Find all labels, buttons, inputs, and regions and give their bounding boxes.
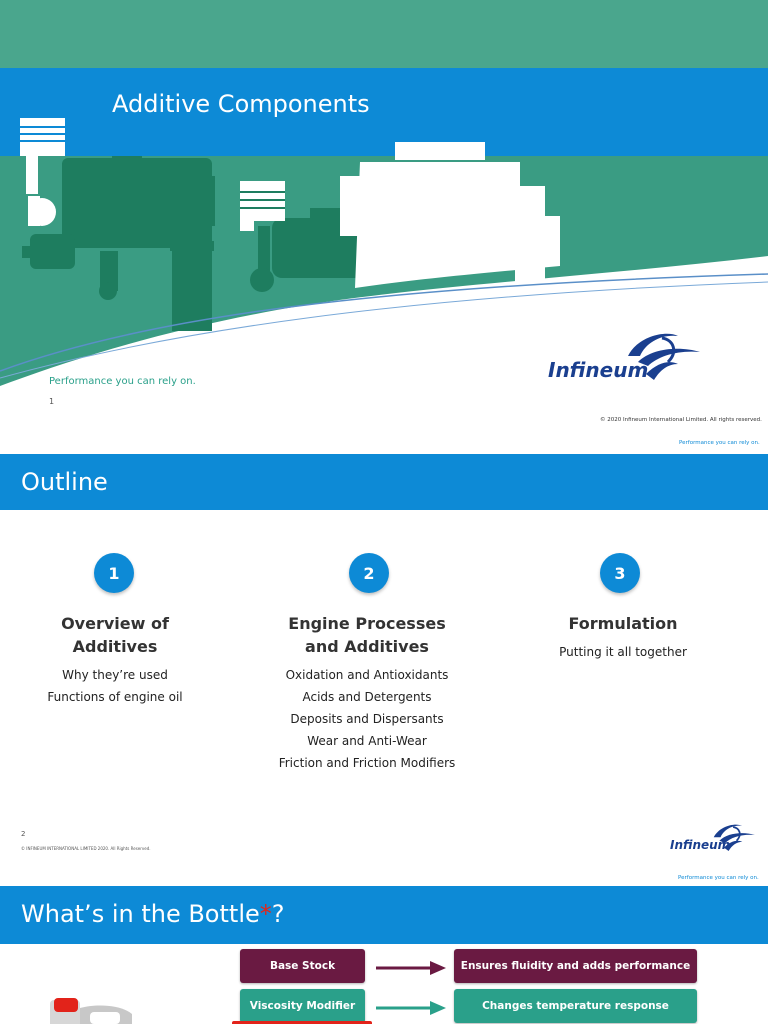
title-question: ?: [271, 900, 285, 928]
footer-tagline: Performance you can rely on.: [678, 875, 759, 881]
base-stock-description: Ensures fluidity and adds performance: [454, 949, 697, 983]
section-heading: Additives: [72, 637, 158, 656]
bottle-slide: [0, 886, 768, 1024]
tagline: Performance you can rely on.: [49, 376, 196, 387]
outline-slide: [0, 452, 768, 886]
section-number-1: 1: [94, 553, 134, 593]
title-band: [0, 454, 768, 510]
arrow-right-icon: [376, 1001, 446, 1015]
copyright: © 2020 Infineum International Limited. All rights reserved.: [600, 417, 762, 423]
logo-text: Infineum: [670, 838, 731, 852]
section-heading: Engine Processes: [288, 614, 446, 633]
oil-bottle-icon: [40, 994, 140, 1024]
slide-title: Additive Components: [112, 90, 370, 118]
slide-title: [21, 900, 285, 928]
section-heading: Formulation: [568, 614, 678, 633]
section-item: Deposits and Dispersants: [290, 712, 444, 726]
viscosity-modifier-description: Changes temperature response: [454, 989, 697, 1023]
section-column-1: [15, 612, 215, 708]
title-band: [0, 886, 768, 944]
copyright: © INFINEUM INTERNATIONAL LIMITED 2020. All Rights Reserved.: [21, 846, 151, 851]
section-item: Friction and Friction Modifiers: [278, 756, 456, 770]
title-text: What’s in the Bottle: [21, 900, 260, 928]
slide-title: Outline: [21, 468, 108, 496]
arrow-right-icon: [376, 961, 446, 975]
section-heading: and Additives: [305, 637, 429, 656]
section-item: Acids and Detergents: [302, 690, 432, 704]
infineum-logo: [548, 328, 708, 388]
section-number-3: 3: [600, 553, 640, 593]
section-item: Why they’re used: [62, 668, 168, 682]
viscosity-modifier-box: Viscosity Modifier: [240, 989, 365, 1023]
engine-top: [395, 142, 485, 156]
page-number: 2: [21, 830, 26, 838]
section-item: Wear and Anti-Wear: [307, 734, 427, 748]
title-asterisk: *: [259, 900, 272, 928]
section-item: Functions of engine oil: [47, 690, 183, 704]
section-number-2: 2: [349, 553, 389, 593]
section-item: Putting it all together: [559, 645, 687, 659]
page-number: 1: [49, 397, 55, 406]
section-item: Oxidation and Antioxidants: [285, 668, 449, 682]
footer-tagline: Performance you can rely on.: [679, 440, 760, 446]
title-slide: [0, 0, 768, 452]
piston-top: [20, 118, 65, 156]
infineum-logo: [670, 820, 760, 856]
section-column-3: [523, 612, 723, 663]
top-band-overlay: [0, 0, 768, 68]
section-heading: Overview of: [61, 614, 169, 633]
logo-text: Infineum: [548, 358, 649, 382]
base-stock-box: Base Stock: [240, 949, 365, 983]
section-column-2: [247, 612, 487, 774]
